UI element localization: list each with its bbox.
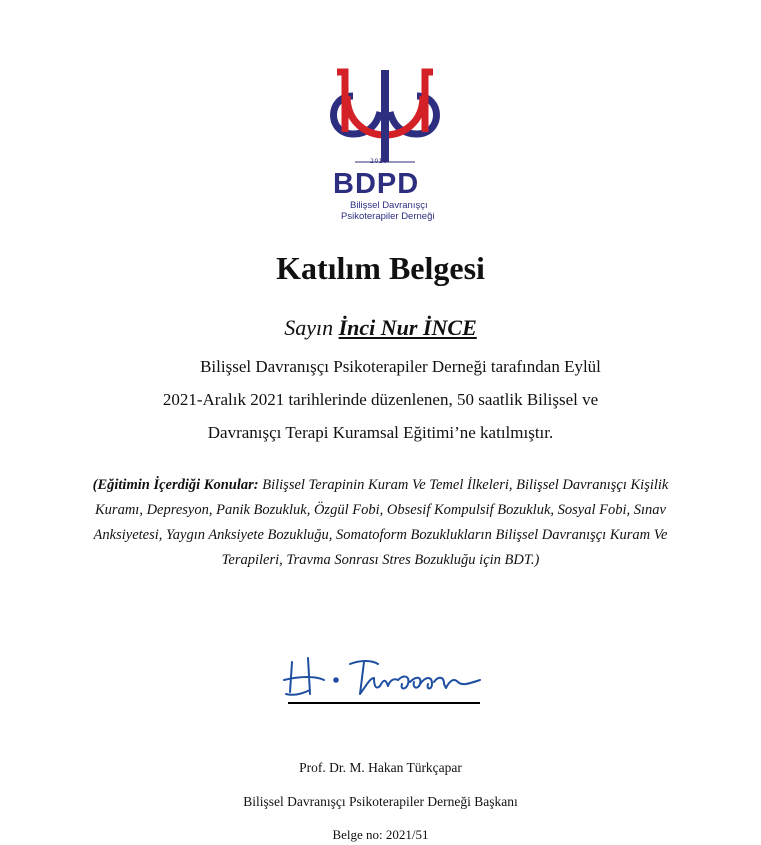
logo-right-loop	[390, 96, 437, 134]
body-line: Bilişsel Davranışçı Psikoterapiler Derneği tarafından Eylül	[200, 357, 601, 376]
logo-year: 2010	[370, 158, 388, 165]
certificate-title: Katılım Belgesi	[276, 250, 485, 286]
signer-name: Prof. Dr. M. Hakan Türkçapar	[299, 760, 462, 775]
handwritten-signature	[280, 650, 485, 705]
logo-center-stem	[381, 70, 389, 162]
body-line: 2021-Aralık 2021 tarihlerinde düzenlenen, 50 saatlik Bilişsel ve	[162, 390, 599, 409]
topics-text: Bilişsel Terapinin Kuram Ve Temel İlkeleri, Bilişsel Davranışçı Kişilik Kuramı, Depresyon, Panik Bozukluk, Özgül Fobi, Obsesif Kompulsif Bozukluk, Sosyal Fobi, Sınav Anksiyetesi, Yaygın Anksiyete Bozukluğu, Somatoform Bozuklukların Bilişsel Davranışçı Kuram Ve Terapileri, Travma Sonrası Stres Bozukluğu için BDT.)	[93, 477, 669, 568]
recipient-name: İnci Nur İNCE	[338, 315, 477, 340]
logo-subtitle-line2: Psikoterapiler Derneği	[341, 211, 435, 222]
body-line: Davranışçı Terapi Kuramsal Eğitimi’ne katılmıştır.	[207, 423, 554, 442]
document-number: Belge no: 2021/51	[332, 827, 429, 842]
logo-subtitle-line1: Bilişsel Davranışçı	[350, 200, 428, 211]
signer-title: Bilişsel Davranışçı Psikoterapiler Derneği Başkanı	[243, 794, 518, 809]
salutation-word: Sayın	[284, 315, 334, 340]
topics-label: (Eğitimin İçerdiği Konular:	[92, 477, 259, 493]
signature-line	[288, 702, 480, 704]
training-topics	[85, 473, 676, 573]
salutation	[0, 315, 761, 341]
logo-left-loop	[334, 96, 381, 134]
logo-abbreviation: BDPD	[333, 168, 420, 200]
